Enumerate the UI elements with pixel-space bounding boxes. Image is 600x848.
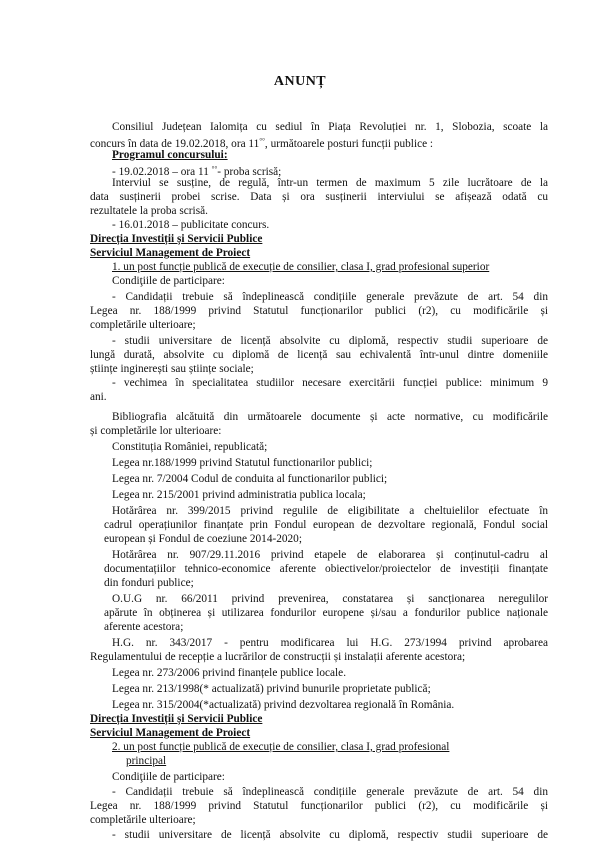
post-1-condition: lungă durată, absolvite cu diplomă de licență sau echivalentă într-unul dintre domeniile	[90, 349, 548, 361]
bibliography-item: documentațiilor tehnico-economice aferente obiectivelor/proiectelor de investiții finanțate	[104, 563, 548, 575]
program-heading: Programul concursului:	[112, 149, 228, 161]
exam-time-sup: °°	[211, 165, 218, 173]
bibliography-intro: și completările lor ulterioare:	[90, 425, 222, 437]
bibliography-item: Legea nr. 315/2004(*actualizată) privind dezvoltarea regională în România.	[112, 699, 455, 711]
bibliography-item: Legea nr.188/1999 privind Statutul functionarilor publici;	[112, 457, 373, 469]
post-1-condition: Legea nr. 188/1999 privind Statutul funcționarilor publici (r2), cu modificările și	[90, 305, 548, 317]
publicity-line: - 16.01.2018 – publicitate concurs.	[112, 219, 270, 231]
bibliography-item: Hotărârea nr. 399/2015 privind regulile de eligibilitate a cheltuielilor efectuate în	[112, 505, 548, 517]
conditions-heading-1: Condiţiile de participare:	[112, 275, 225, 287]
service-heading-2: Serviciul Management de Proiect	[90, 727, 251, 739]
bibliography-item: Legea nr. 213/1998(* actualizată) privind bunurile proprietate publică;	[112, 683, 431, 695]
post-2-title: 2. un post funcție publică de execuție de consilier, clasa I, grad profesional	[112, 741, 450, 753]
post-1-condition: ani.	[90, 391, 107, 403]
page-title: ANUNȚ	[273, 74, 327, 89]
intro-date: concurs în data de 19.02.2018, ora 11	[90, 138, 260, 150]
interview-line-3: rezultatele la proba scrisă.	[90, 205, 208, 217]
interview-line-2: data susținerii probei scrise. Data și ora susținerii interviului se afișează odată cu	[90, 191, 548, 203]
post-2-condition: - studii universitare de licență absolvite cu diplomă, respectiv studii superioare de	[112, 829, 548, 841]
post-2-condition: Legea nr. 188/1999 privind Statutul funcționarilor publici (r2), cu modificările și	[90, 800, 548, 812]
interview-line-1: Interviul se susține, de regulă, într-un termen de maximum 5 zile lucrătoare de la	[112, 177, 548, 189]
bibliography-item: Regulamentului de recepție a lucrărilor de construcții și instalații aferente acestora;	[90, 651, 466, 663]
post-2-condition: completările ulterioare;	[90, 814, 196, 826]
bibliography-item: european și Fondul de coeziune 2014-2020;	[104, 533, 302, 545]
exam-label: - proba scrisă;	[217, 166, 282, 178]
department-heading-2: Direcția Investiții și Servicii Publice	[90, 713, 263, 725]
intro-time-sup: °°	[259, 137, 265, 145]
post-1-condition: - studii universitare de licență absolvite cu diplomă, respectiv studii superioare de	[112, 335, 548, 347]
post-1-title: 1. un post funcție publică de execuție de consilier, clasa I, grad profesional superior	[112, 261, 490, 273]
bibliography-item: Legea nr. 7/2004 Codul de conduita al functionarilor publici;	[112, 473, 388, 485]
post-1-condition: - vechimea în specialitatea studiilor necesare exercitării funcției publice: minimum 9	[112, 377, 548, 389]
post-1-condition: - Candidații trebuie să îndeplinească condițiile generale prevăzute de art. 54 din	[112, 291, 548, 303]
service-heading-1: Serviciul Management de Proiect	[90, 247, 251, 259]
conditions-heading-2: Condiţiile de participare:	[112, 771, 225, 783]
post-1-condition: completările ulterioare;	[90, 319, 196, 331]
bibliography-item: aferente acestora;	[104, 621, 184, 633]
bibliography-item: O.U.G nr. 66/2011 privind prevenirea, constatarea și sancționarea neregulilor	[112, 593, 548, 605]
bibliography-item: H.G. nr. 343/2017 - pentru modificarea lui H.G. 273/1994 privind aprobarea	[112, 637, 548, 649]
bibliography-item: Legea nr. 215/2001 privind administratia publica locala;	[112, 489, 366, 501]
post-2-title-cont: principal	[126, 755, 167, 767]
exam-date: - 19.02.2018 – ora 11	[112, 166, 212, 178]
bibliography-item: Constituția României, republicată;	[112, 441, 268, 453]
bibliography-item: cadrul operațiunilor finanțate prin Fondul european de dezvoltare regională, Fondul social	[104, 519, 548, 531]
bibliography-item: Legea nr. 273/2006 privind finanțele publice locale.	[112, 667, 347, 679]
bibliography-item: Hotărârea nr. 907/29.11.2016 privind etapele de elaborarea și conținutul-cadru al	[112, 549, 548, 561]
intro-line-1: Consiliul Județean Ialomița cu sediul în Piața Revoluției nr. 1, Slobozia, scoate la	[112, 121, 548, 133]
post-2-condition: - Candidații trebuie să îndeplinească condițiile generale prevăzute de art. 54 din	[112, 786, 548, 798]
bibliography-intro: Bibliografia alcătuită din următoarele documente și acte normative, cu modificările	[112, 411, 548, 423]
post-1-condition: științe inginerești sau științe sociale;	[90, 363, 254, 375]
intro-tail: , următoarele posturi funcții publice :	[264, 138, 434, 150]
bibliography-item: apărute în obținerea și utilizarea fondurilor europene și/sau a fondurilor publice naționale	[104, 607, 548, 619]
department-heading-1: Direcția Investiții și Servicii Publice	[90, 233, 263, 245]
bibliography-item: din fonduri publice;	[104, 577, 194, 589]
